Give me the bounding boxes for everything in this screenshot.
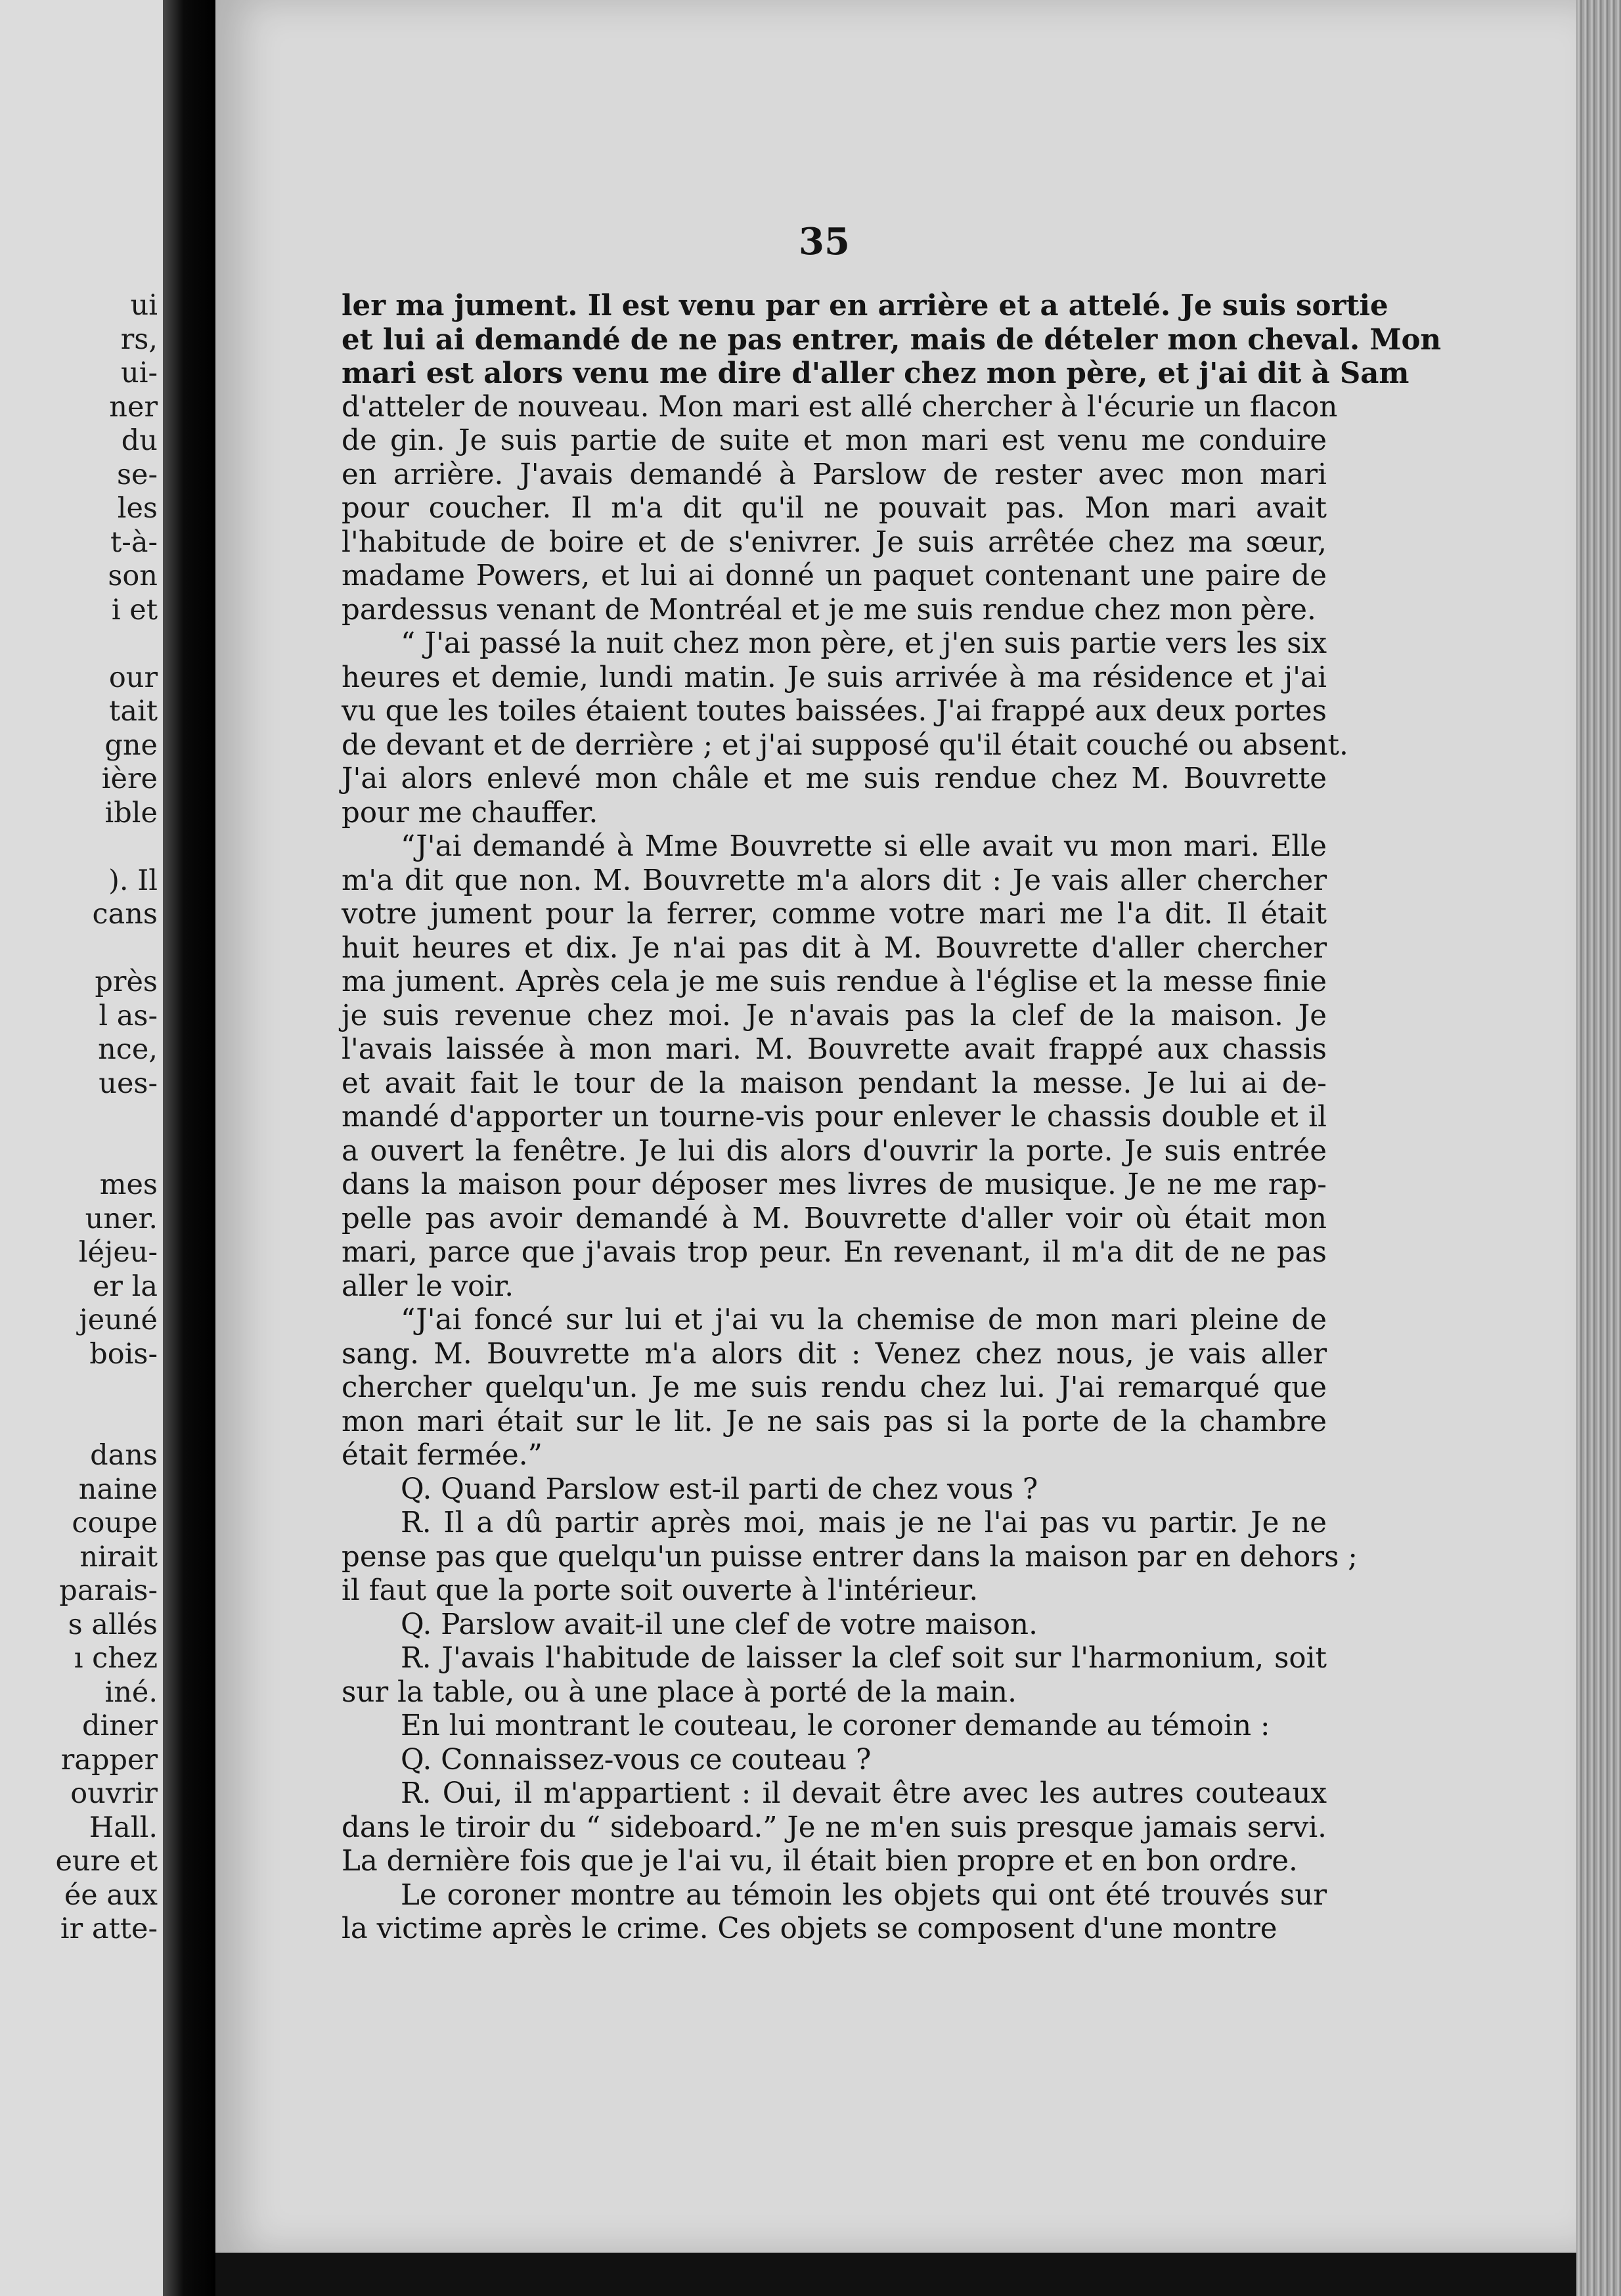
left-fragment: l as- — [99, 999, 158, 1032]
text-line: madame Powers, et lui ai donné un paquet contenant une paire de — [342, 560, 1327, 592]
text-line: Q. Connaissez-vous ce couteau ? — [401, 1743, 872, 1777]
left-fragment: ı chez — [74, 1642, 158, 1675]
left-fragment: diner — [82, 1710, 158, 1742]
text-line: pour me chauffer. — [342, 796, 598, 829]
text-line: Q. Quand Parslow est-il parti de chez vous ? — [401, 1472, 1038, 1506]
left-fragment: Hall. — [89, 1811, 158, 1844]
text-line: pour coucher. Il m'a dit qu'il ne pouvait pas. Mon mari avait — [342, 492, 1327, 525]
left-fragment: ière — [101, 762, 158, 795]
text-line: J'ai alors enlevé mon châle et me suis rendue chez M. Bouvrette — [342, 762, 1327, 795]
left-fragment: gne — [104, 728, 158, 762]
left-fragment — [0, 1135, 163, 1169]
text-line: R. J'avais l'habitude de laisser la clef soit sur l'harmonium, soit — [401, 1642, 1327, 1675]
text-line: dans le tiroir du “ sideboard.” Je ne m'en suis presque jamais servi. — [342, 1811, 1327, 1844]
left-fragment: les — [117, 492, 158, 525]
text-line: l'avais laissée à mon mari. M. Bouvrette avait frappé aux chassis — [342, 1033, 1327, 1066]
page-edges — [1576, 0, 1621, 2296]
left-fragment: ui — [130, 289, 158, 322]
text-line: d'atteler de nouveau. Mon mari est allé chercher à l'écurie un flacon — [342, 390, 1338, 424]
text-line: sur la table, ou à une place à porté de la main. — [342, 1675, 1017, 1709]
text-line: la victime après le crime. Ces objets se composent d'une montre — [342, 1912, 1277, 1945]
left-fragment: s allés — [68, 1608, 158, 1641]
left-fragment — [0, 830, 163, 864]
left-fragment: cans — [92, 898, 158, 931]
text-line: mari est alors venu me dire d'aller chez mon père, et j'ai dit à Sam — [342, 357, 1410, 390]
text-line: dans la maison pour déposer mes livres de musique. Je ne me rap- — [342, 1168, 1327, 1201]
text-line: votre jument pour la ferrer, comme votre mari me l'a dit. Il était — [342, 898, 1327, 931]
left-facing-page — [0, 0, 163, 2296]
left-fragment — [0, 1101, 163, 1135]
left-fragment: se- — [116, 458, 158, 491]
left-fragment: ée aux — [64, 1878, 158, 1912]
left-fragment: ues- — [99, 1067, 158, 1100]
left-fragment: ouvrir — [70, 1777, 158, 1810]
text-line: m'a dit que non. M. Bouvrette m'a alors dit : Je vais aller chercher — [342, 864, 1327, 897]
left-fragment: parais- — [59, 1574, 158, 1607]
text-line: vu que les toiles étaient toutes baissées. J'ai frappé aux deux portes — [342, 695, 1327, 728]
text-line: a ouvert la fenêtre. Je lui dis alors d'ouvrir la porte. Je suis entrée — [342, 1134, 1327, 1168]
text-line: En lui montrant le couteau, le coroner demande au témoin : — [401, 1710, 1270, 1742]
text-line: sang. M. Bouvrette m'a alors dit : Venez chez nous, je vais aller — [342, 1337, 1327, 1371]
text-line: “J'ai foncé sur lui et j'ai vu la chemise de mon mari pleine de — [401, 1304, 1327, 1336]
text-line: R. Il a dû partir après moi, mais je ne l'ai pas vu partir. Je ne — [401, 1507, 1327, 1539]
left-fragment: t-à- — [110, 525, 158, 559]
text-line: R. Oui, il m'appartient : il devait être avec les autres couteaux — [401, 1777, 1327, 1810]
text-line: Le coroner montre au témoin les objets qui ont été trouvés sur — [401, 1878, 1327, 1912]
text-line: et avait fait le tour de la maison pendant la messe. Je lui ai de- — [342, 1067, 1327, 1100]
text-line: “ J'ai passé la nuit chez mon père, et j'en suis partie vers les six — [401, 627, 1327, 660]
left-fragment: coupe — [72, 1507, 158, 1539]
left-fragment: du — [121, 424, 158, 457]
left-fragment: bois- — [89, 1337, 158, 1371]
left-fragment: er la — [92, 1269, 158, 1303]
left-fragment: ner — [109, 390, 158, 424]
text-line: mon mari était sur le lit. Je ne sais pas si la porte de la chambre — [342, 1405, 1327, 1438]
left-fragment: ir atte- — [60, 1912, 158, 1945]
left-fragment: jeuné — [79, 1304, 158, 1336]
text-line: ma jument. Après cela je me suis rendue à l'église et la messe finie — [342, 965, 1327, 998]
text-line: pelle pas avoir demandé à M. Bouvrette d'aller voir où était mon — [342, 1202, 1327, 1235]
left-fragment: nirait — [79, 1540, 158, 1574]
left-fragment: son — [108, 560, 158, 592]
left-fragment: nce, — [98, 1033, 158, 1066]
left-fragment: rs, — [120, 322, 158, 356]
text-line: La dernière fois que je l'ai vu, il était bien propre et en bon ordre. — [342, 1845, 1298, 1878]
text-line: et lui ai demandé de ne pas entrer, mais de dételer mon cheval. Mon — [342, 322, 1442, 357]
left-fragment: tait — [109, 695, 158, 728]
page-number: 35 — [799, 220, 850, 263]
left-fragment — [0, 932, 163, 966]
left-fragment: i et — [111, 593, 158, 627]
text-line: mandé d'apporter un tourne-vis pour enlever le chassis double et il — [342, 1101, 1327, 1134]
bottom-edge — [215, 2253, 1576, 2296]
text-line: “J'ai demandé à Mme Bouvrette si elle avait vu mon mari. Elle — [401, 830, 1327, 863]
text-line: il faut que la porte soit ouverte à l'intérieur. — [342, 1574, 979, 1607]
left-fragment: our — [108, 661, 158, 694]
left-fragment — [0, 1371, 163, 1405]
text-line: mari, parce que j'avais trop peur. En revenant, il m'a dit de ne pas — [342, 1236, 1327, 1269]
left-fragment: eure et — [55, 1845, 158, 1878]
text-line: était fermée.” — [342, 1439, 543, 1472]
text-line: pardessus venant de Montréal et je me suis rendue chez mon père. — [342, 593, 1316, 627]
text-line: huit heures et dix. Je n'ai pas dit à M. Bouvrette d'aller chercher — [342, 931, 1327, 965]
text-line: heures et demie, lundi matin. Je suis arrivée à ma résidence et j'ai — [342, 661, 1327, 694]
text-line: pense pas que quelqu'un puisse entrer dans la maison par en dehors ; — [342, 1540, 1358, 1574]
text-line: Q. Parslow avait-il une clef de votre maison. — [401, 1608, 1038, 1641]
text-line: en arrière. J'avais demandé à Parslow de rester avec mon mari — [342, 458, 1327, 491]
body-text — [342, 289, 1442, 1947]
text-line: chercher quelqu'un. Je me suis rendu chez lui. J'ai remarqué que — [342, 1371, 1327, 1404]
left-fragment: dans — [90, 1439, 158, 1472]
text-line: ler ma jument. Il est venu par en arrière et a attelé. Je suis sortie — [342, 289, 1388, 322]
left-fragment: ). Il — [108, 864, 158, 897]
left-fragment — [0, 627, 163, 661]
left-fragment: naine — [78, 1472, 158, 1506]
left-fragment: ible — [104, 796, 158, 829]
text-line: de gin. Je suis partie de suite et mon mari est venu me conduire — [342, 424, 1327, 457]
text-line: de devant et de derrière ; et j'ai supposé qu'il était couché ou absent. — [342, 728, 1348, 762]
left-fragment — [0, 1405, 163, 1440]
left-fragment: ui- — [121, 357, 158, 389]
left-fragment: rapper — [60, 1743, 158, 1777]
left-page-text-fragments — [0, 289, 163, 1947]
left-fragment: près — [95, 965, 158, 998]
text-line: aller le voir. — [342, 1269, 514, 1303]
left-fragment: uner. — [85, 1202, 158, 1235]
left-fragment: iné. — [104, 1675, 158, 1709]
left-fragment: léjeu- — [78, 1236, 158, 1269]
text-line: l'habitude de boire et de s'enivrer. Je suis arrêtée chez ma sœur, — [342, 525, 1327, 559]
book-gutter — [163, 0, 215, 2296]
text-line: je suis revenue chez moi. Je n'avais pas la clef de la maison. Je — [342, 999, 1327, 1032]
left-fragment: mes — [99, 1168, 158, 1201]
